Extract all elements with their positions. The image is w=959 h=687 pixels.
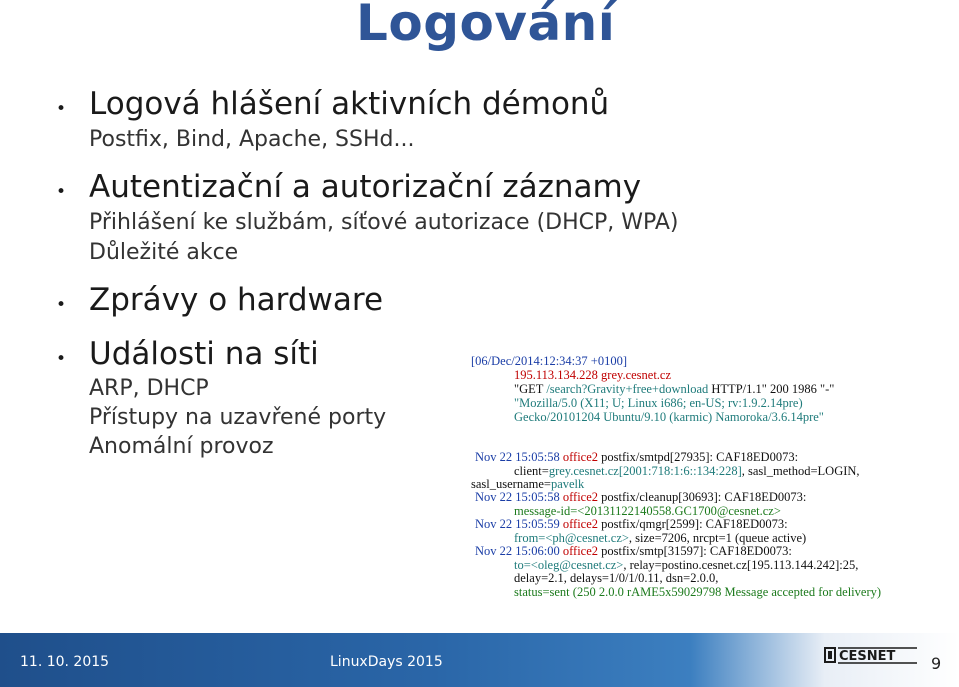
bullet-main-4: Události na síti	[89, 336, 319, 372]
log-line	[475, 451, 798, 464]
log-date: Nov 22 15:05:58	[475, 490, 560, 504]
log-username: pavelk	[550, 477, 585, 491]
log-text: client=	[514, 464, 549, 478]
log-text: postfix/smtpd[27935]: CAF18ED0073:	[601, 450, 799, 464]
log-text: , size=7206, nrcpt=1 (queue active)	[628, 531, 807, 545]
log-ip: [2001:718:1:6::134:228]	[618, 464, 742, 478]
bullet-dot: •	[56, 182, 67, 202]
log-request-path: /search?Gravity+free+download	[546, 382, 709, 396]
slide-title: Logování	[356, 0, 616, 52]
log-line	[514, 465, 860, 478]
bullet-sub-2-1: Přihlášení ke službám, síťové autorizace (DHCP, WPA)	[89, 210, 679, 235]
bullet-sub-4-2: Přístupy na uzavřené porty	[89, 405, 387, 430]
log-line	[471, 478, 584, 491]
log-line	[514, 532, 806, 545]
log-message-id: message-id=<20131122140558.GC1700@cesnet.cz>	[514, 504, 781, 518]
log-user-agent-1: "Mozilla/5.0 (X11; U; Linux i686; en-US; rv:1.9.2.14pre)	[514, 396, 803, 410]
cesnet-logo	[822, 645, 918, 665]
log-date: Nov 22 15:06:00	[475, 544, 560, 558]
bullet-main-2: Autentizační a autorizační záznamy	[89, 169, 642, 205]
log-user-agent-2: Gecko/20101204 Ubuntu/9.10 (karmic) Namoroka/3.6.14pre"	[514, 410, 824, 424]
log-text: sasl_username=	[471, 477, 551, 491]
footer-date: 11. 10. 2015	[20, 654, 110, 670]
log-line	[514, 383, 834, 396]
log-request-status: HTTP/1.1" 200 1986 "-"	[711, 382, 835, 396]
bullet-sub-4-3: Anomální provoz	[89, 434, 274, 459]
bullet-dot: •	[56, 349, 67, 369]
log-date: Nov 22 15:05:59	[475, 517, 560, 531]
log-ip: 195.113.134.228	[514, 368, 598, 382]
log-request-method: "GET	[514, 382, 544, 396]
bullet-dot: •	[56, 295, 67, 315]
log-line	[475, 545, 792, 558]
log-status: status=sent (250 2.0.0 rAME5x59029798 Message accepted for delivery)	[514, 585, 882, 599]
log-to: to=<oleg@cesnet.cz>	[514, 558, 624, 572]
bullet-dot: •	[56, 99, 67, 119]
log-host: grey.cesnet.cz	[601, 368, 672, 382]
log-line	[514, 369, 671, 382]
bullet-sub-2-2: Důležité akce	[89, 240, 239, 265]
log-host: office2	[562, 450, 599, 464]
log-host: office2	[562, 490, 599, 504]
log-host: grey.cesnet.cz	[548, 464, 619, 478]
log-host: office2	[562, 517, 599, 531]
log-line	[475, 518, 788, 531]
log-line	[514, 559, 858, 572]
log-line	[475, 491, 806, 504]
log-from: from=<ph@cesnet.cz>	[514, 531, 629, 545]
log-timestamp: [06/Dec/2014:12:34:37 +0100]	[471, 354, 627, 368]
log-text: postfix/qmgr[2599]: CAF18ED0073:	[601, 517, 788, 531]
log-text: , relay=postino.cesnet.cz[195.113.144.242]:25,	[623, 558, 859, 572]
footer-event: LinuxDays 2015	[330, 654, 443, 670]
bullet-sub-1-1: Postfix, Bind, Apache, SSHd...	[89, 127, 415, 152]
bullet-main-3: Zprávy o hardware	[89, 282, 384, 318]
log-date: Nov 22 15:05:58	[475, 450, 560, 464]
footer-bar	[0, 633, 959, 687]
log-delay: delay=2.1, delays=1/0/1/0.11, dsn=2.0.0,	[514, 571, 719, 585]
log-text: , sasl_method=LOGIN,	[741, 464, 860, 478]
bullet-sub-4-1: ARP, DHCP	[89, 376, 209, 401]
bullet-main-1: Logová hlášení aktivních démonů	[89, 86, 610, 122]
log-text: postfix/smtp[31597]: CAF18ED0073:	[601, 544, 792, 558]
page-number: 9	[931, 654, 942, 673]
log-text: postfix/cleanup[30693]: CAF18ED0073:	[601, 490, 807, 504]
svg-text:CESNET: CESNET	[839, 649, 896, 664]
log-host: office2	[562, 544, 599, 558]
